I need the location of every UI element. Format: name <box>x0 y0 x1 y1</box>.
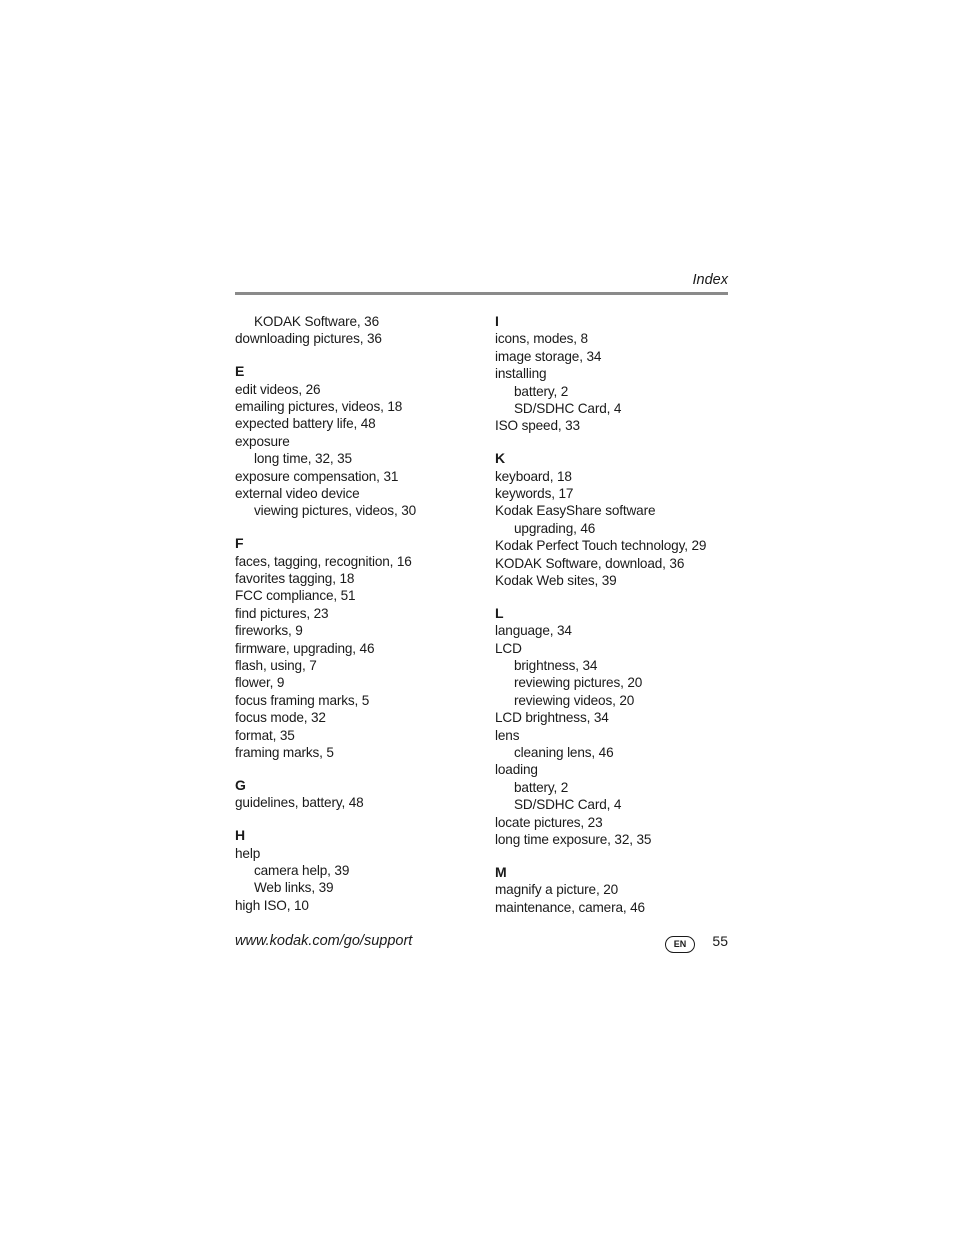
index-entry: Kodak EasyShare software <box>495 503 656 519</box>
index-section-letter: I <box>495 313 499 329</box>
index-entry: Kodak Perfect Touch technology, 29 <box>495 538 707 554</box>
index-entry: focus mode, 32 <box>235 710 326 726</box>
index-section-letter: H <box>235 827 246 844</box>
index-entry: guidelines, battery, 48 <box>235 795 364 811</box>
index-entry: Kodak Web sites, 39 <box>495 572 617 588</box>
index-entry: maintenance, camera, 46 <box>495 899 645 915</box>
index-subentry: viewing pictures, videos, 30 <box>254 503 417 519</box>
index-entry: exposure compensation, 31 <box>235 468 399 484</box>
index-subentry: battery, 2 <box>514 383 569 399</box>
section-spacer <box>495 589 755 605</box>
index-entry: firmware, upgrading, 46 <box>235 640 375 656</box>
index-entry: help <box>235 845 261 861</box>
index-entry: KODAK Software, download, 36 <box>495 555 685 571</box>
index-entry: lens <box>495 727 520 743</box>
index-entry: high ISO, 10 <box>235 897 309 913</box>
index-subentry: SD/SDHC Card, 4 <box>514 400 622 416</box>
index-section-letter: K <box>495 450 506 467</box>
section-spacer <box>235 348 495 364</box>
index-entry: edit videos, 26 <box>235 381 321 397</box>
index-section-letter: F <box>235 535 244 552</box>
index-section-letter: E <box>235 363 245 380</box>
index-subentry: battery, 2 <box>514 779 569 795</box>
header-rule <box>235 292 728 295</box>
section-spacer <box>495 435 755 451</box>
index-entry: fireworks, 9 <box>235 623 303 639</box>
index-entry: long time exposure, 32, 35 <box>495 831 652 847</box>
index-entry: magnify a picture, 20 <box>495 882 619 898</box>
index-entry: faces, tagging, recognition, 16 <box>235 553 412 569</box>
index-section-letter: G <box>235 776 246 793</box>
section-spacer <box>235 520 495 536</box>
index-entry: favorites tagging, 18 <box>235 571 355 587</box>
index-subentry: brightness, 34 <box>514 658 598 674</box>
index-entry: flower, 9 <box>235 675 285 691</box>
index-subentry: cleaning lens, 46 <box>514 744 614 760</box>
section-spacer <box>495 848 755 864</box>
index-entry: icons, modes, 8 <box>495 331 588 347</box>
index-entry: keyboard, 18 <box>495 468 572 484</box>
index-entry: framing marks, 5 <box>235 744 334 760</box>
index-entry: emailing pictures, videos, 18 <box>235 399 403 415</box>
index-entry: downloading pictures, 36 <box>235 331 382 347</box>
index-subentry: reviewing videos, 20 <box>514 692 635 708</box>
index-subentry: upgrading, 46 <box>514 520 596 536</box>
index-entry: LCD <box>495 640 522 656</box>
index-entry: locate pictures, 23 <box>495 814 603 830</box>
section-spacer <box>235 761 495 777</box>
index-entry: expected battery life, 48 <box>235 416 376 432</box>
index-subentry: SD/SDHC Card, 4 <box>514 797 622 813</box>
language-badge: EN <box>665 936 695 953</box>
index-entry: external video device <box>235 486 360 502</box>
index-entry: FCC compliance, 51 <box>235 588 356 604</box>
index-entry: loading <box>495 762 538 778</box>
index-column-right <box>495 313 755 916</box>
index-entry: flash, using, 7 <box>235 658 317 674</box>
index-subentry: long time, 32, 35 <box>254 451 352 467</box>
index-entry: find pictures, 23 <box>235 605 329 621</box>
index-section-letter: L <box>495 604 504 621</box>
index-entry: image storage, 34 <box>495 348 602 364</box>
index-entry: language, 34 <box>495 623 572 639</box>
index-entry: LCD brightness, 34 <box>495 710 609 726</box>
index-entry: focus framing marks, 5 <box>235 692 370 708</box>
running-header-title: Index <box>692 272 728 288</box>
index-column-left <box>235 313 495 914</box>
index-entry: keywords, 17 <box>495 486 574 502</box>
index-subentry: Web links, 39 <box>254 880 334 896</box>
index-subentry: KODAK Software, 36 <box>254 314 379 329</box>
index-entry: installing <box>495 366 547 382</box>
page-number: 55 <box>712 933 728 949</box>
index-entry: exposure <box>235 433 290 449</box>
section-spacer <box>235 812 495 828</box>
support-url: www.kodak.com/go/support <box>235 933 413 949</box>
index-subentry: reviewing pictures, 20 <box>514 675 643 691</box>
index-subentry: camera help, 39 <box>254 862 350 878</box>
index-entry: format, 35 <box>235 727 295 743</box>
index-section-letter: M <box>495 863 507 880</box>
index-entry: ISO speed, 33 <box>495 418 580 434</box>
